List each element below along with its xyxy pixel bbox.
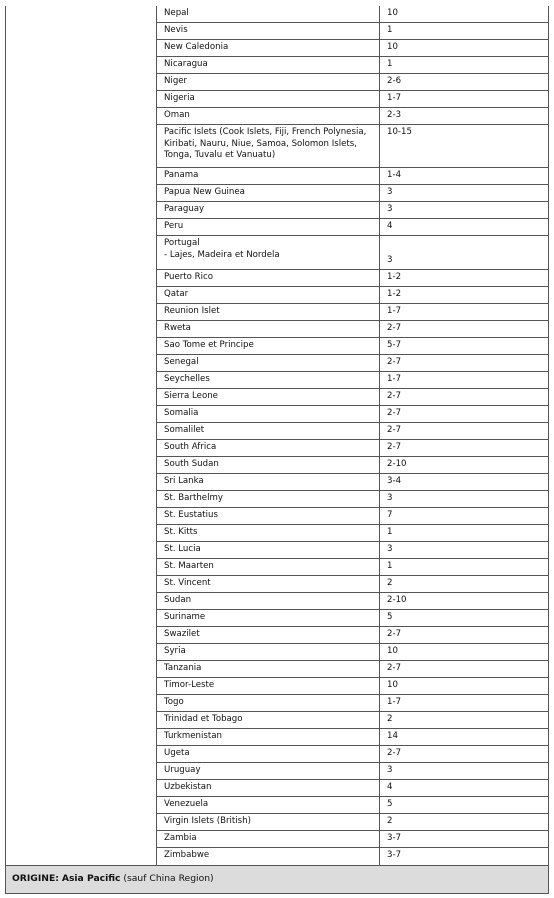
days-cell: 3-7 (387, 833, 402, 843)
country-cell: Oman (157, 108, 380, 124)
country-cell: Zambia (157, 831, 380, 847)
origin-label: ORIGINE: (12, 873, 59, 884)
table-row (157, 508, 548, 525)
days-cell: 2 (387, 714, 393, 724)
country-cell: Sudan (157, 593, 380, 609)
country-cell: Senegal (157, 355, 380, 371)
country-cell: Suriname (157, 610, 380, 626)
days-cell: 3 (387, 493, 393, 503)
table-row (157, 23, 548, 40)
days-cell: 10-15 (387, 127, 412, 137)
days-cell: 2-7 (387, 425, 402, 435)
days-cell: 5-7 (387, 340, 402, 350)
country-cell: Pacific Islets (Cook Islets, Fiji, French Polynesia, Kiribati, Nauru, Niue, Samoa, Solomon Islets, Tonga, Tuvalu et Vanuatu) (157, 125, 380, 167)
table-row (157, 40, 548, 57)
days-cell: 2-10 (387, 595, 407, 605)
country-cell: Papua New Guinea (157, 185, 380, 201)
table-row (157, 644, 548, 661)
table-row (157, 125, 548, 168)
country-cell: Tanzania (157, 661, 380, 677)
days-cell: 1-2 (387, 289, 402, 299)
country-cell: Timor-Leste (157, 678, 380, 694)
days-cell: 5 (387, 799, 393, 809)
days-cell: 2-7 (387, 663, 402, 673)
country-cell: St. Eustatius (157, 508, 380, 524)
days-cell: 2-3 (387, 110, 402, 120)
table-row (157, 74, 548, 91)
country-cell: New Caledonia (157, 40, 380, 56)
table-row (157, 287, 548, 304)
table-row (157, 6, 548, 23)
country-cell: Peru (157, 219, 380, 235)
table-row (157, 321, 548, 338)
country-cell: St. Kitts (157, 525, 380, 541)
days-cell: 3 (387, 187, 393, 197)
days-cell: 5 (387, 612, 393, 622)
table-row (157, 270, 548, 287)
table-row (157, 474, 548, 491)
days-cell: 4 (387, 782, 393, 792)
country-cell: South Africa (157, 440, 380, 456)
country-cell: St. Lucia (157, 542, 380, 558)
table-row (157, 729, 548, 746)
days-cell: 2-7 (387, 442, 402, 452)
days-cell: 3 (387, 765, 393, 775)
country-cell: South Sudan (157, 457, 380, 473)
table-row (157, 236, 548, 270)
country-cell: Niger (157, 74, 380, 90)
country-cell: Puerto Rico (157, 270, 380, 286)
transit-time-table (5, 6, 549, 894)
table-row (157, 627, 548, 644)
days-cell: 1-2 (387, 272, 402, 282)
country-cell: Swazilet (157, 627, 380, 643)
country-cell: Ugeta (157, 746, 380, 762)
table-row (157, 57, 548, 74)
days-cell: 1-7 (387, 374, 402, 384)
days-cell: 2 (387, 816, 393, 826)
country-cell: Reunion Islet (157, 304, 380, 320)
table-row (157, 423, 548, 440)
days-cell: 10 (387, 680, 398, 690)
days-cell: 3 (387, 204, 393, 214)
region-column (6, 6, 157, 865)
days-cell: 2-7 (387, 629, 402, 639)
table-row (157, 108, 548, 125)
days-cell: 1-7 (387, 93, 402, 103)
days-cell: 2 (387, 578, 393, 588)
days-cell: 2-10 (387, 459, 407, 469)
table-row (157, 185, 548, 202)
table-row (157, 440, 548, 457)
days-cell: 1-4 (387, 170, 402, 180)
days-cell: 1 (387, 25, 393, 35)
country-cell: Sao Tome et Principe (157, 338, 380, 354)
country-cell: Nigeria (157, 91, 380, 107)
country-cell: Syria (157, 644, 380, 660)
table-row (157, 202, 548, 219)
table-row (157, 712, 548, 729)
table-row (157, 695, 548, 712)
table-row (157, 814, 548, 831)
country-cell: Rweta (157, 321, 380, 337)
days-cell: 10 (387, 8, 398, 18)
table-row (157, 457, 548, 474)
days-cell: 2-7 (387, 323, 402, 333)
country-cell: Somalilet (157, 423, 380, 439)
table-row (157, 406, 548, 423)
days-cell: 2-7 (387, 391, 402, 401)
origin-footer (6, 865, 548, 893)
table-row (157, 91, 548, 108)
table-row (157, 491, 548, 508)
table-row (157, 780, 548, 797)
table-row (157, 389, 548, 406)
country-cell: Nepal (157, 6, 380, 22)
days-cell: 3-4 (387, 476, 402, 486)
country-cell: Paraguay (157, 202, 380, 218)
days-cell: 1-7 (387, 697, 402, 707)
days-cell: 3 (387, 255, 393, 265)
days-cell: 2-7 (387, 748, 402, 758)
days-cell: 3 (387, 544, 393, 554)
country-cell: Trinidad et Tobago (157, 712, 380, 728)
table-row (157, 763, 548, 780)
country-cell: St. Vincent (157, 576, 380, 592)
country-cell: Nicaragua (157, 57, 380, 73)
country-cell: Uzbekistan (157, 780, 380, 796)
origin-region: Asia Pacific (61, 873, 121, 884)
country-rows (157, 6, 548, 865)
country-cell: St. Barthelmy (157, 491, 380, 507)
days-cell: 1 (387, 527, 393, 537)
days-cell: 7 (387, 510, 393, 520)
country-cell: Turkmenistan (157, 729, 380, 745)
country-cell: St. Maarten (157, 559, 380, 575)
country-cell: Zimbabwe (157, 848, 380, 865)
days-cell: 1 (387, 561, 393, 571)
table-row (157, 338, 548, 355)
table-row (157, 304, 548, 321)
days-cell: 4 (387, 221, 393, 231)
country-cell: Qatar (157, 287, 380, 303)
country-cell: Seychelles (157, 372, 380, 388)
country-cell: Nevis (157, 23, 380, 39)
days-cell: 14 (387, 731, 398, 741)
table-row (157, 593, 548, 610)
table-row (157, 831, 548, 848)
table-row (157, 219, 548, 236)
days-cell: 10 (387, 42, 398, 52)
days-cell: 10 (387, 646, 398, 656)
table-row (157, 355, 548, 372)
days-cell: 2-7 (387, 357, 402, 367)
table-row (157, 678, 548, 695)
country-cell: Uruguay (157, 763, 380, 779)
country-cell: Sierra Leone (157, 389, 380, 405)
days-cell: 1 (387, 59, 393, 69)
table-row (157, 848, 548, 865)
days-cell: 2-6 (387, 76, 402, 86)
country-cell: Panama (157, 168, 380, 184)
country-cell: Sri Lanka (157, 474, 380, 490)
table-row (157, 797, 548, 814)
days-cell: 2-7 (387, 408, 402, 418)
country-cell: Somalia (157, 406, 380, 422)
table-row (157, 372, 548, 389)
table-row (157, 746, 548, 763)
table-row (157, 610, 548, 627)
origin-note: (sauf China Region) (123, 873, 214, 884)
days-cell: 3-7 (387, 850, 402, 860)
table-row (157, 542, 548, 559)
country-cell: Venezuela (157, 797, 380, 813)
table-row (157, 525, 548, 542)
table-row (157, 559, 548, 576)
table-row (157, 661, 548, 678)
table-row (157, 168, 548, 185)
table-row (157, 576, 548, 593)
days-cell: 1-7 (387, 306, 402, 316)
country-cell: Virgin Islets (British) (157, 814, 380, 830)
country-cell: Togo (157, 695, 380, 711)
country-cell: Portugal - Lajes, Madeira et Nordela (157, 236, 380, 269)
